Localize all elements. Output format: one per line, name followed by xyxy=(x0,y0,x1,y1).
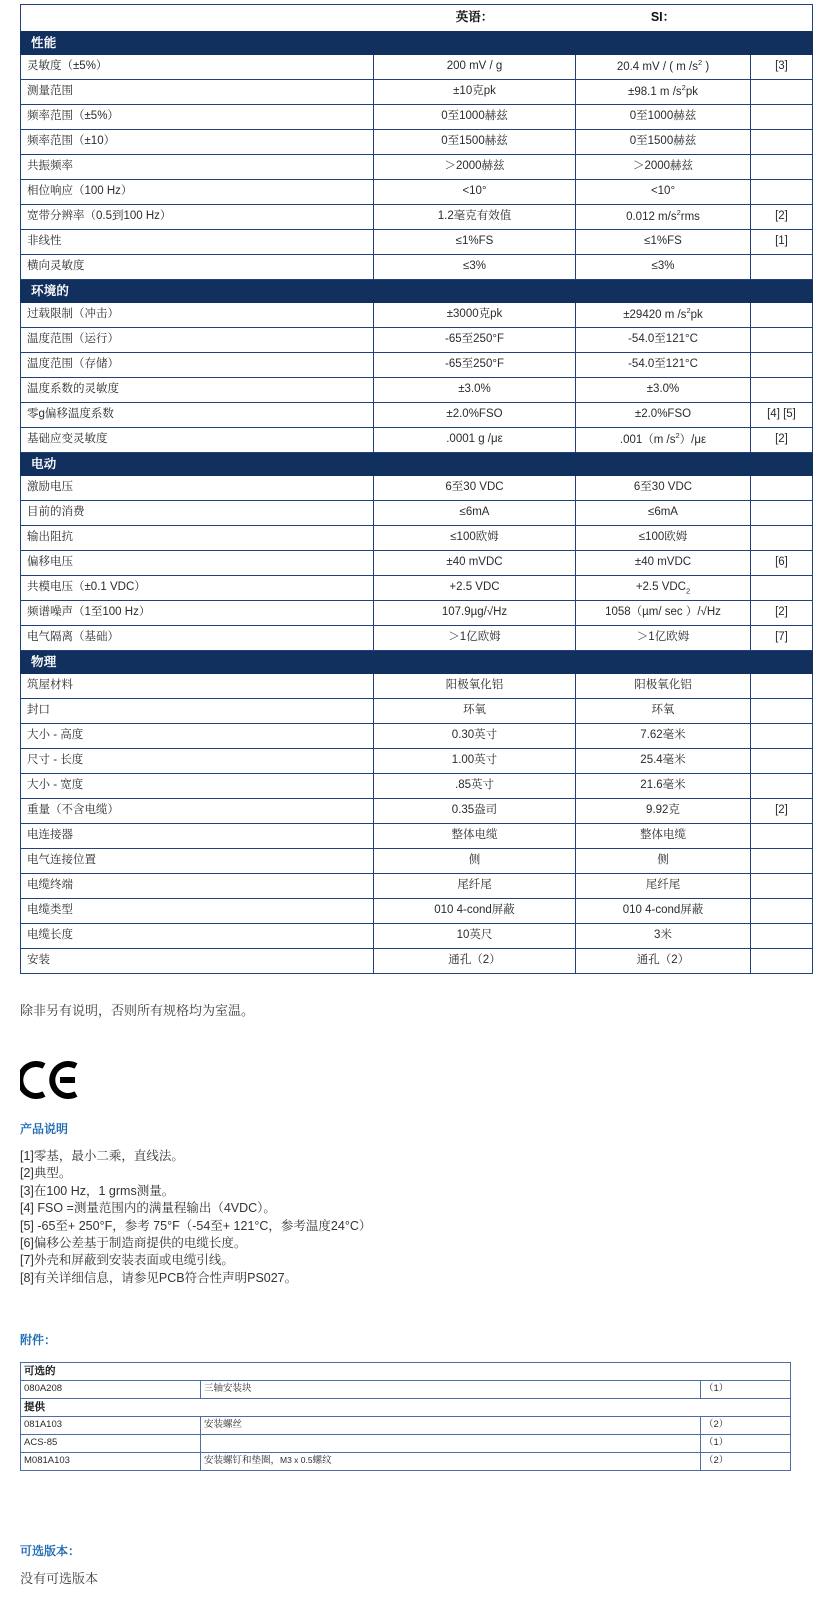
spec-row-english-value: 10英尺 xyxy=(374,924,576,949)
spec-header-notes xyxy=(751,5,813,32)
spec-row-note-ref xyxy=(751,328,813,353)
spec-row-english-value: ≤3% xyxy=(374,255,576,280)
spec-row-note-ref: [2] xyxy=(751,205,813,230)
spec-row-english-value: .85英寸 xyxy=(374,774,576,799)
spec-row xyxy=(21,576,813,601)
accessories-section-row xyxy=(21,1363,791,1381)
spec-row-note-ref: [6] xyxy=(751,551,813,576)
footnote-item: [3]在100 Hz，1 grms测量。 xyxy=(20,1183,175,1198)
spec-row xyxy=(21,230,813,255)
spec-row-label: 横向灵敏度 xyxy=(21,255,374,280)
accessories-part-number: 080A208 xyxy=(21,1381,201,1399)
footnotes-list xyxy=(20,1148,371,1287)
spec-row xyxy=(21,774,813,799)
spec-row-si-value: -54.0至121°C xyxy=(576,328,751,353)
spec-section-title: 性能 xyxy=(21,32,813,55)
spec-row-note-ref xyxy=(751,501,813,526)
footnote-item: [8]有关详细信息，请参见PCB符合性声明PS027。 xyxy=(20,1270,298,1285)
spec-row-note-ref xyxy=(751,255,813,280)
spec-row-note-ref: [2] xyxy=(751,428,813,453)
spec-row-label: 筑屋材料 xyxy=(21,674,374,699)
spec-row-si-value: 整体电缆 xyxy=(576,824,751,849)
optional-versions-text: 没有可选版本 xyxy=(20,1571,99,1586)
spec-row-note-ref: [2] xyxy=(751,799,813,824)
spec-row xyxy=(21,849,813,874)
spec-row xyxy=(21,155,813,180)
spec-row-english-value: 200 mV / g xyxy=(374,55,576,80)
spec-row-si-value: ≤3% xyxy=(576,255,751,280)
spec-row-si-value: ±29420 m $/s^2pk$ xyxy=(576,303,751,328)
accessories-description: 安装螺丝 xyxy=(201,1417,701,1435)
accessories-item-row xyxy=(21,1417,791,1435)
spec-row-note-ref xyxy=(751,924,813,949)
accessories-part-number: 081A103 xyxy=(21,1417,201,1435)
spec-row-note-ref: [1] xyxy=(751,230,813,255)
spec-row xyxy=(21,130,813,155)
spec-row-english-value: 0至1000赫兹 xyxy=(374,105,576,130)
spec-row-note-ref: [2] xyxy=(751,601,813,626)
accessories-section-title: 提供 xyxy=(21,1399,791,1417)
spec-row-note-ref xyxy=(751,849,813,874)
spec-row-label: 目前的消费 xyxy=(21,501,374,526)
spec-row-english-value: 环氧 xyxy=(374,699,576,724)
spec-row-english-value: ＞2000赫兹 xyxy=(374,155,576,180)
spec-row-note-ref: [7] xyxy=(751,626,813,651)
spec-row-si-value: ≤6mA xyxy=(576,501,751,526)
spec-row-english-value: ≤6mA xyxy=(374,501,576,526)
spec-row-note-ref: [3] xyxy=(751,55,813,80)
spec-row-note-ref xyxy=(751,105,813,130)
spec-row-english-value: ≤100欧姆 xyxy=(374,526,576,551)
accessories-description: 三轴安装块 xyxy=(201,1381,701,1399)
spec-row xyxy=(21,328,813,353)
spec-row-label: 过载限制（冲击） xyxy=(21,303,374,328)
spec-row xyxy=(21,255,813,280)
spec-row-note-ref xyxy=(751,949,813,974)
spec-row xyxy=(21,80,813,105)
spec-row-si-value: 7.62毫米 xyxy=(576,724,751,749)
spec-row-si-value: 侧 xyxy=(576,849,751,874)
spec-row-label: 电缆类型 xyxy=(21,899,374,924)
spec-row-label: 温度范围（运行） xyxy=(21,328,374,353)
spec-row xyxy=(21,55,813,80)
accessories-item-row xyxy=(21,1435,791,1453)
footnote-item: [1]零基，最小二乘，直线法。 xyxy=(20,1149,184,1163)
optional-versions-heading: 可选版本： xyxy=(20,1544,81,1558)
accessories-heading: 附件： xyxy=(20,1333,57,1347)
spec-row xyxy=(21,924,813,949)
spec-row-label: 共模电压（±0.1 VDC） xyxy=(21,576,374,601)
spec-row-si-value: .001（m $/s^2)/\mu\varepsilon$ xyxy=(576,428,751,453)
spec-row-label: 电缆终端 xyxy=(21,874,374,899)
spec-row xyxy=(21,674,813,699)
spec-row-english-value: 通孔（2） xyxy=(374,949,576,974)
spec-row-si-value: 0至1000赫兹 xyxy=(576,105,751,130)
spec-row-label: 电气隔离（基础） xyxy=(21,626,374,651)
spec-header-blank xyxy=(21,5,374,32)
accessories-quantity: （2） xyxy=(701,1417,791,1435)
spec-row-english-value: 0至1500赫兹 xyxy=(374,130,576,155)
spec-row-label: 频率范围（±5%） xyxy=(21,105,374,130)
spec-row-label: 大小 - 高度 xyxy=(21,724,374,749)
spec-row-english-value: -65至250°F xyxy=(374,353,576,378)
spec-row xyxy=(21,551,813,576)
spec-row-si-value: ±40 mVDC xyxy=(576,551,751,576)
spec-row-si-value: 0至1500赫兹 xyxy=(576,130,751,155)
spec-row-note-ref xyxy=(751,476,813,501)
spec-row xyxy=(21,699,813,724)
spec-row-label: 重量（不含电缆） xyxy=(21,799,374,824)
accessories-table-container xyxy=(20,1362,790,1471)
spec-row-label: 输出阻抗 xyxy=(21,526,374,551)
accessories-section-title: 可选的 xyxy=(21,1363,791,1381)
spec-section-header xyxy=(21,280,813,303)
spec-row xyxy=(21,353,813,378)
spec-row-english-value: 阳极氧化铝 xyxy=(374,674,576,699)
spec-row-si-value: 阳极氧化铝 xyxy=(576,674,751,699)
spec-row-english-value: ＞1亿欧姆 xyxy=(374,626,576,651)
spec-row-note-ref xyxy=(751,749,813,774)
spec-row-label: 测量范围 xyxy=(21,80,374,105)
spec-row-label: 宽带分辨率（0.5到100 Hz） xyxy=(21,205,374,230)
spec-row-label: 温度系数的灵敏度 xyxy=(21,378,374,403)
ce-mark-icon xyxy=(20,1060,82,1107)
spec-section-header xyxy=(21,32,813,55)
spec-row-label: 相位响应（100 Hz） xyxy=(21,180,374,205)
spec-row-english-value: 107.9µg/√Hz xyxy=(374,601,576,626)
spec-row-note-ref xyxy=(751,699,813,724)
footnote-item: [5] -65至+ 250°F，参考 75°F（-54至+ 121°C，参考温度24°C） xyxy=(20,1218,372,1233)
accessories-table xyxy=(20,1362,791,1471)
room-temperature-note: 除非另有说明，否则所有规格均为室温。 xyxy=(20,1003,255,1018)
spec-row-english-value: ±40 mVDC xyxy=(374,551,576,576)
spec-unit-header-row xyxy=(21,5,813,32)
spec-row-label: 非线性 xyxy=(21,230,374,255)
spec-row-si-value: 环氧 xyxy=(576,699,751,724)
spec-row-label: 大小 - 宽度 xyxy=(21,774,374,799)
spec-row-english-value: ±10克pk xyxy=(374,80,576,105)
spec-row-si-value: ＞2000赫兹 xyxy=(576,155,751,180)
spec-row xyxy=(21,874,813,899)
spec-row-si-value: 9.92克 xyxy=(576,799,751,824)
spec-section-title: 电动 xyxy=(21,453,813,476)
spec-row xyxy=(21,626,813,651)
spec-row-label: 共振频率 xyxy=(21,155,374,180)
spec-row-si-value: 6至30 VDC xyxy=(576,476,751,501)
spec-row xyxy=(21,205,813,230)
spec-row-label: 电连接器 xyxy=(21,824,374,849)
spec-row-english-value: -65至250°F xyxy=(374,328,576,353)
accessories-quantity: （1） xyxy=(701,1435,791,1453)
spec-row-si-value: 通孔（2） xyxy=(576,949,751,974)
spec-row-note-ref xyxy=(751,80,813,105)
spec-section-header xyxy=(21,651,813,674)
spec-row-note-ref xyxy=(751,155,813,180)
spec-row-note-ref xyxy=(751,378,813,403)
spec-row xyxy=(21,601,813,626)
spec-row xyxy=(21,378,813,403)
spec-row xyxy=(21,403,813,428)
spec-row-si-value: 20.4 mV / ( m $/s^2$ ) xyxy=(576,55,751,80)
spec-section-title: 环境的 xyxy=(21,280,813,303)
spec-row-english-value: 1.2毫克有效值 xyxy=(374,205,576,230)
spec-row xyxy=(21,105,813,130)
spec-row-si-value: 0.012 $m/s^2rms$ xyxy=(576,205,751,230)
spec-row-english-value: ±3000克pk xyxy=(374,303,576,328)
spec-row-label: 零g偏移温度系数 xyxy=(21,403,374,428)
spec-row xyxy=(21,949,813,974)
footnote-item: [4] FSO =测量范围内的满量程输出（4VDC）。 xyxy=(20,1201,276,1216)
footnote-item: [7]外壳和屏蔽到安装表面或电缆引线。 xyxy=(20,1253,234,1268)
spec-row-note-ref xyxy=(751,724,813,749)
spec-row xyxy=(21,724,813,749)
spec-row-si-value: ≤100欧姆 xyxy=(576,526,751,551)
spec-row-label: 温度范围（存储） xyxy=(21,353,374,378)
spec-row xyxy=(21,501,813,526)
spec-row-label: 偏移电压 xyxy=(21,551,374,576)
spec-row xyxy=(21,180,813,205)
spec-row-label: 激励电压 xyxy=(21,476,374,501)
accessories-description xyxy=(201,1435,701,1453)
specification-table-container xyxy=(20,4,812,974)
spec-section-title: 物理 xyxy=(21,651,813,674)
spec-row-english-value: ±3.0% xyxy=(374,378,576,403)
spec-header-si: SI： xyxy=(576,5,751,32)
accessories-description: 安装螺钉和垫圈，M3 x 0.5螺纹 xyxy=(201,1453,701,1471)
spec-row-label: 封口 xyxy=(21,699,374,724)
spec-row-si-value: ＞1亿欧姆 xyxy=(576,626,751,651)
spec-row-label: 灵敏度（±5%） xyxy=(21,55,374,80)
spec-row-english-value: 整体电缆 xyxy=(374,824,576,849)
spec-row-english-value: ≤1%FS xyxy=(374,230,576,255)
spec-row-label: 基础应变灵敏度 xyxy=(21,428,374,453)
spec-row-label: 频率范围（±10） xyxy=(21,130,374,155)
spec-row-note-ref xyxy=(751,353,813,378)
spec-row-label: 电气连接位置 xyxy=(21,849,374,874)
spec-row-note-ref xyxy=(751,576,813,601)
spec-row xyxy=(21,303,813,328)
spec-row-english-value: 侧 xyxy=(374,849,576,874)
spec-row-note-ref xyxy=(751,526,813,551)
spec-row-si-value: ≤1%FS xyxy=(576,230,751,255)
footnote-item: [2]典型。 xyxy=(20,1166,72,1181)
spec-row-si-value: <10° xyxy=(576,180,751,205)
footnote-item: [6]偏移公差基于制造商提供的电缆长度。 xyxy=(20,1236,247,1251)
spec-row-english-value: <10° xyxy=(374,180,576,205)
spec-row xyxy=(21,428,813,453)
spec-section-header xyxy=(21,453,813,476)
accessories-quantity: （2） xyxy=(701,1453,791,1471)
spec-row-si-value: 010 4-cond屏蔽 xyxy=(576,899,751,924)
accessories-part-number: M081A103 xyxy=(21,1453,201,1471)
spec-row-english-value: 0.30英寸 xyxy=(374,724,576,749)
spec-row xyxy=(21,749,813,774)
spec-row-si-value: ±2.0%FSO xyxy=(576,403,751,428)
spec-row xyxy=(21,899,813,924)
spec-row-english-value: 010 4-cond屏蔽 xyxy=(374,899,576,924)
spec-row-english-value: 尾纤尾 xyxy=(374,874,576,899)
accessories-section-row xyxy=(21,1399,791,1417)
spec-row-si-value: 21.6毫米 xyxy=(576,774,751,799)
accessories-item-row xyxy=(21,1381,791,1399)
spec-row xyxy=(21,799,813,824)
spec-row-note-ref xyxy=(751,303,813,328)
spec-row-note-ref xyxy=(751,899,813,924)
spec-row-note-ref xyxy=(751,180,813,205)
accessories-item-row xyxy=(21,1453,791,1471)
spec-row xyxy=(21,824,813,849)
spec-row-si-value: +2.5 $VDC_2$ xyxy=(576,576,751,601)
spec-row-note-ref: [4] [5] xyxy=(751,403,813,428)
spec-header-english: 英语： xyxy=(374,5,576,32)
spec-row-label: 电缆长度 xyxy=(21,924,374,949)
spec-row-note-ref xyxy=(751,874,813,899)
spec-row-note-ref xyxy=(751,674,813,699)
spec-row-english-value: 0.35盎司 xyxy=(374,799,576,824)
spec-row-note-ref xyxy=(751,774,813,799)
spec-row-label: 频谱噪声（1至100 Hz） xyxy=(21,601,374,626)
spec-row-si-value: ±98.1 m $/s^2pk$ xyxy=(576,80,751,105)
spec-row-note-ref xyxy=(751,824,813,849)
spec-row-si-value: 1058（µm/ sec ）/√Hz xyxy=(576,601,751,626)
accessories-quantity: （1） xyxy=(701,1381,791,1399)
spec-row-english-value: .0001 g /με xyxy=(374,428,576,453)
spec-row-si-value: 3米 xyxy=(576,924,751,949)
spec-row xyxy=(21,476,813,501)
spec-row-english-value: ±2.0%FSO xyxy=(374,403,576,428)
spec-row-english-value: 6至30 VDC xyxy=(374,476,576,501)
spec-row-english-value: +2.5 VDC xyxy=(374,576,576,601)
spec-row-label: 尺寸 - 长度 xyxy=(21,749,374,774)
spec-row-note-ref xyxy=(751,130,813,155)
spec-row-label: 安装 xyxy=(21,949,374,974)
spec-row-si-value: -54.0至121°C xyxy=(576,353,751,378)
specification-table xyxy=(20,4,813,974)
spec-row xyxy=(21,526,813,551)
spec-row-si-value: ±3.0% xyxy=(576,378,751,403)
accessories-part-number: ACS-85 xyxy=(21,1435,201,1453)
spec-row-si-value: 25.4毫米 xyxy=(576,749,751,774)
spec-row-si-value: 尾纤尾 xyxy=(576,874,751,899)
spec-row-english-value: 1.00英寸 xyxy=(374,749,576,774)
product-notes-heading: 产品说明 xyxy=(20,1122,69,1136)
